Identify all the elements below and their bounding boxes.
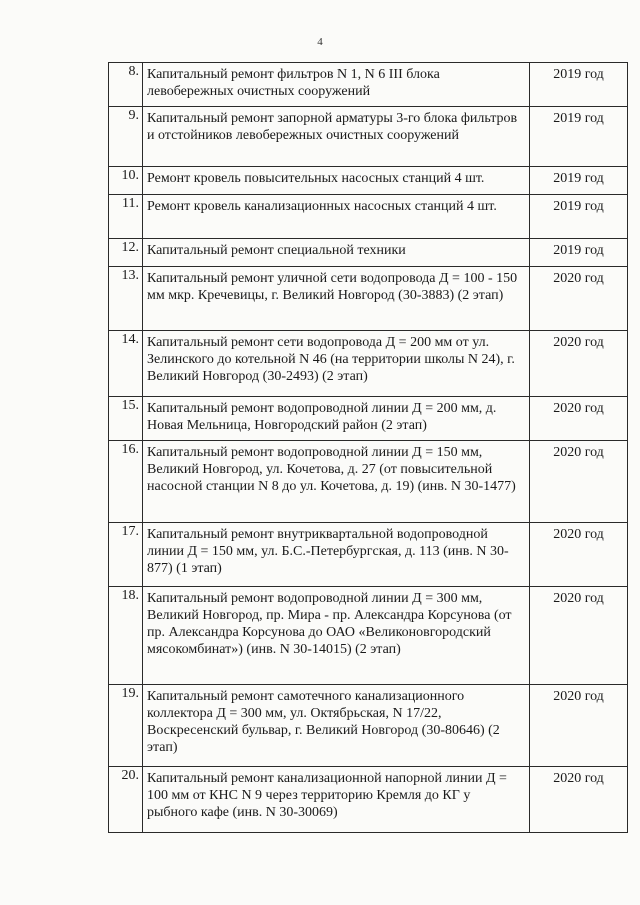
table-row [109,767,628,833]
row-description: Капитальный ремонт самотечного канализационного коллектора Д = 300 мм, ул. Октябрьская, N 17/22, Воскресенский бульвар, г. Великий Новгород (30-80646) (2 этап) [143,685,530,767]
row-year: 2020 год [530,441,628,523]
row-number: 13. [109,267,143,331]
row-year: 2020 год [530,397,628,441]
row-number: 12. [109,239,143,267]
table-row [109,267,628,331]
table-row [109,239,628,267]
table-row [109,167,628,195]
row-year: 2019 год [530,195,628,239]
row-number: 15. [109,397,143,441]
row-year: 2020 год [530,767,628,833]
row-description: Капитальный ремонт специальной техники [143,239,530,267]
row-number: 16. [109,441,143,523]
table-row [109,195,628,239]
table-row [109,441,628,523]
row-year: 2020 год [530,685,628,767]
table-row [109,685,628,767]
row-number: 14. [109,331,143,397]
row-number: 17. [109,523,143,587]
table-row [109,523,628,587]
works-schedule-table [108,62,628,833]
row-description: Капитальный ремонт запорной арматуры 3-го блока фильтров и отстойников левобережных очистных сооружений [143,107,530,167]
row-description: Капитальный ремонт водопроводной линии Д = 150 мм, Великий Новгород, ул. Кочетова, д. 27 (от повысительной насосной станции N 8 до ул. Кочетова, д. 19) (инв. N 30-1477) [143,441,530,523]
row-year: 2020 год [530,331,628,397]
row-description: Капитальный ремонт фильтров N 1, N 6 III блока левобережных очистных сооружений [143,63,530,107]
table-row [109,397,628,441]
row-number: 10. [109,167,143,195]
row-description: Ремонт кровель канализационных насосных станций 4 шт. [143,195,530,239]
row-year: 2019 год [530,167,628,195]
table-row [109,587,628,685]
row-year: 2019 год [530,63,628,107]
row-number: 11. [109,195,143,239]
row-number: 9. [109,107,143,167]
row-description: Ремонт кровель повысительных насосных станций 4 шт. [143,167,530,195]
row-year: 2020 год [530,523,628,587]
page-number: 4 [317,36,323,48]
row-number: 20. [109,767,143,833]
table-row [109,63,628,107]
row-description: Капитальный ремонт водопроводной линии Д = 300 мм, Великий Новгород, пр. Мира - пр. Александра Корсунова (от пр. Александра Корсунова до ОАО «Великоновгородский мясокомбинат») (инв. N 30-14015) (2 этап) [143,587,530,685]
row-number: 8. [109,63,143,107]
row-year: 2020 год [530,267,628,331]
row-year: 2020 год [530,587,628,685]
row-year: 2019 год [530,239,628,267]
row-number: 19. [109,685,143,767]
table-row [109,107,628,167]
row-description: Капитальный ремонт сети водопровода Д = 200 мм от ул. Зелинского до котельной N 46 (на территории школы N 24), г. Великий Новгород (30-2493) (2 этап) [143,331,530,397]
row-number: 18. [109,587,143,685]
row-description: Капитальный ремонт водопроводной линии Д = 200 мм, д. Новая Мельница, Новгородский район (2 этап) [143,397,530,441]
table-row [109,331,628,397]
row-description: Капитальный ремонт канализационной напорной линии Д = 100 мм от КНС N 9 через территорию Кремля до КГ у рыбного кафе (инв. N 30-30069) [143,767,530,833]
row-year: 2019 год [530,107,628,167]
row-description: Капитальный ремонт уличной сети водопровода Д = 100 - 150 мм мкр. Кречевицы, г. Великий Новгород (30-3883) (2 этап) [143,267,530,331]
row-description: Капитальный ремонт внутриквартальной водопроводной линии Д = 150 мм, ул. Б.С.-Петербургская, д. 113 (инв. N 30-877) (1 этап) [143,523,530,587]
